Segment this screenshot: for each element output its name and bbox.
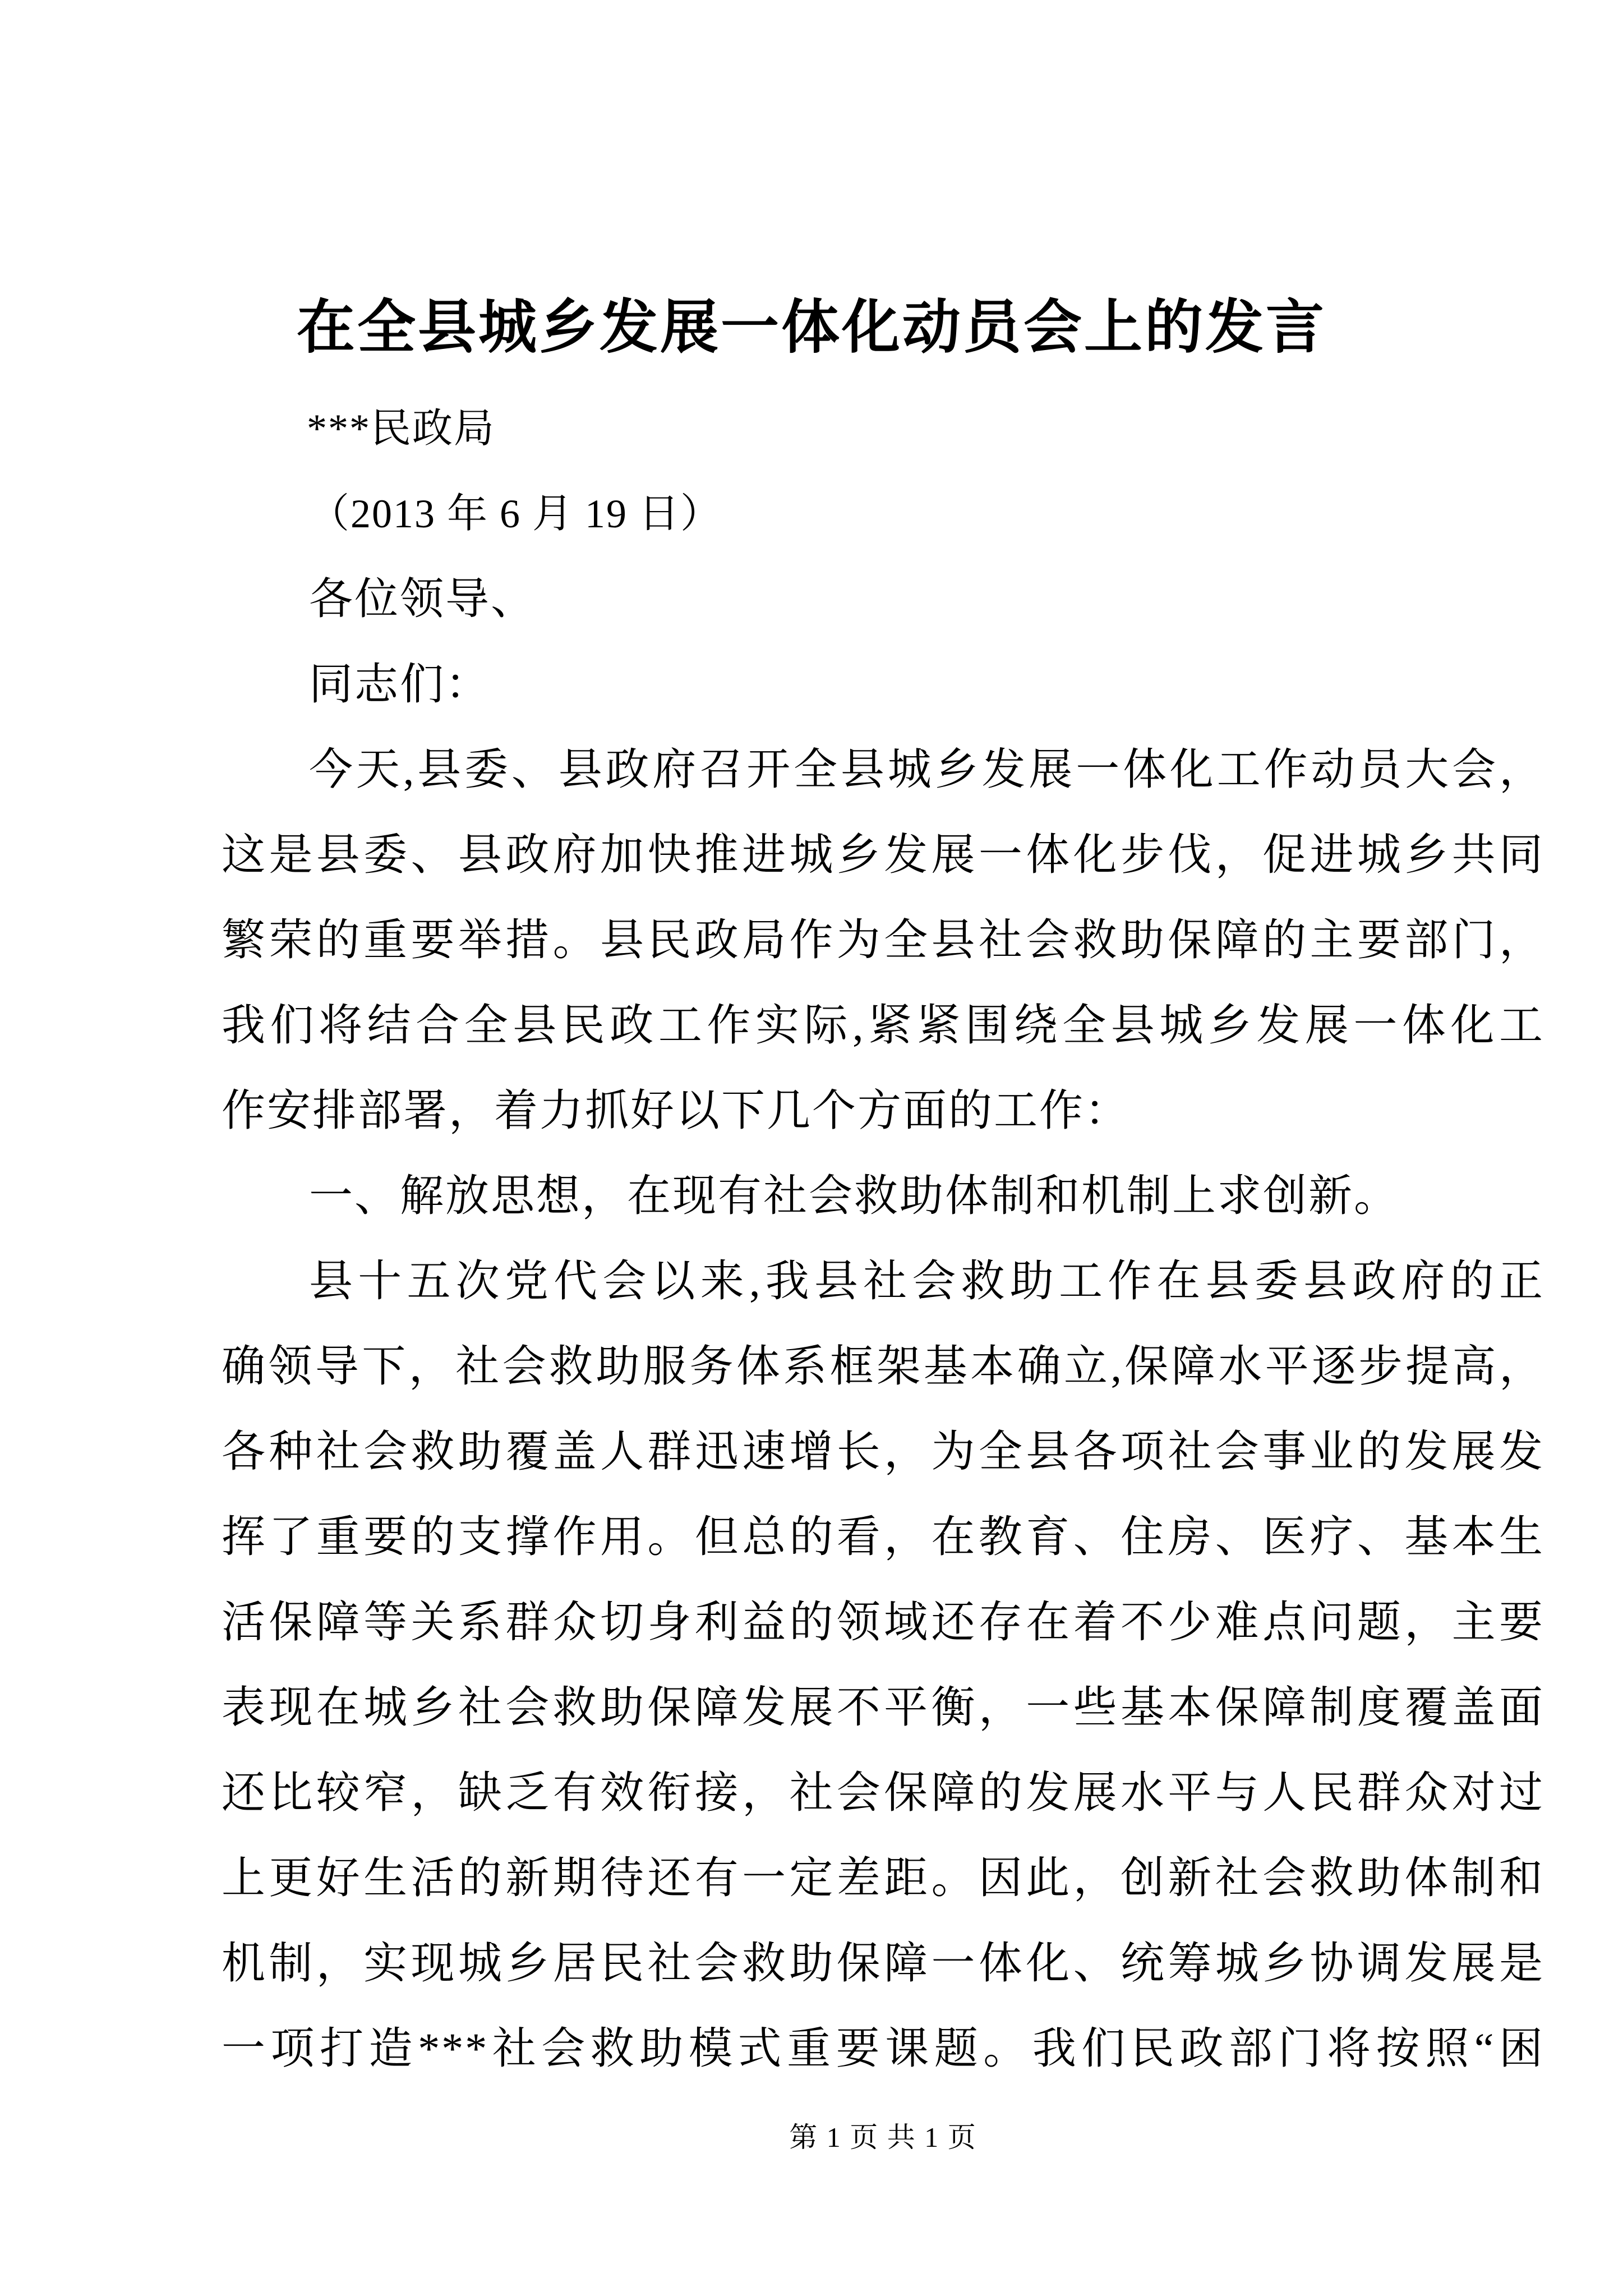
page-number-footer: 第 1 页 共 1 页 [789, 2122, 977, 2153]
body-line: 各种社会救助覆盖人群迅速增长，为全县各项社会事业的发展发 [222, 1427, 1544, 1476]
body-line: 挥了重要的支撑作用。但总的看，在教育、住房、医疗、基本生 [222, 1512, 1544, 1561]
body-line: 机制，实现城乡居民社会救助保障一体化、统筹城乡协调发展是 [222, 1939, 1544, 1987]
body-line: 作安排部署，着力抓好以下几个方面的工作： [222, 1086, 1131, 1135]
document-title: 在全县城乡发展一体化动员会上的发言 [296, 296, 1326, 360]
body-line: 一项打造***社会救助模式重要课题。我们民政部门将按照“困 [222, 2024, 1544, 2073]
author-line: ***民政局 [307, 406, 496, 451]
body-line: 还比较窄，缺乏有效衔接，社会保障的发展水平与人民群众对过 [222, 1768, 1544, 1817]
body-line: 这是县委、县政府加快推进城乡发展一体化步伐，促进城乡共同 [222, 830, 1544, 879]
document-body [222, 556, 1544, 2091]
body-line: 一、解放思想，在现有社会救助体制和机制上求创新。 [309, 1171, 1400, 1220]
body-line: 各位领导、 [309, 574, 537, 623]
body-line: 我们将结合全县民政工作实际,紧紧围绕全县城乡发展一体化工 [222, 1001, 1544, 1050]
body-line: 上更好生活的新期待还有一定差距。因此，创新社会救助体制和 [222, 1853, 1544, 1902]
date-line: （2013 年 6 月 19 日） [309, 491, 722, 536]
body-line: 确领导下，社会救助服务体系框架基本确立,保障水平逐步提高， [222, 1342, 1544, 1391]
body-line: 同志们： [309, 660, 491, 708]
body-line: 活保障等关系群众切身利益的领域还存在着不少难点问题，主要 [222, 1598, 1544, 1646]
body-line: 繁荣的重要举措。县民政局作为全县社会救助保障的主要部门， [222, 915, 1544, 964]
body-line: 表现在城乡社会救助保障发展不平衡，一些基本保障制度覆盖面 [222, 1683, 1544, 1732]
body-line: 今天,县委、县政府召开全县城乡发展一体化工作动员大会， [309, 745, 1544, 794]
body-line: 县十五次党代会以来,我县社会救助工作在县委县政府的正 [309, 1257, 1544, 1305]
